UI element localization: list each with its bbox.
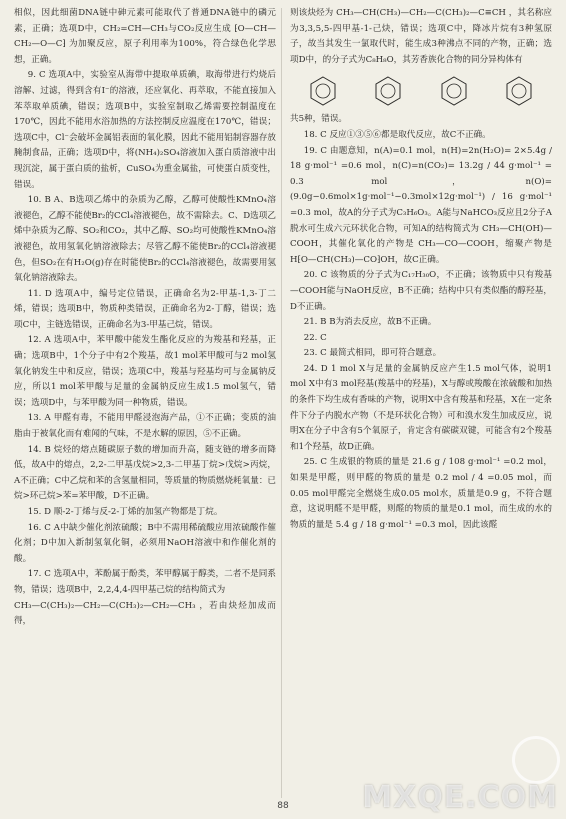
answer-20: 20. C 该物质的分子式为C₁₇H₃₀O，不正确；该物质中只有羧基—COOH能与NaOH反应，B不正确；结构中只有类似酯的醇羟基，D不正确。 <box>290 270 552 312</box>
answer-14: 14. B 烷烃的熔点随碳原子数的增加而升高，随支链的增多而降低，故A中的熔点，2,2-二甲基戊烷>2,3-二甲基丁烷>戊烷>丙烷，A不正确；C中乙烷和苯的含氢量相同，等质量的物质燃烧耗氧量：已烷>环己烷>苯=苯甲酸，D不正确。 <box>14 444 277 502</box>
answer-16: 16. C A中缺少催化剂浓硫酸；B中不需用稀硫酸应用浓硫酸作催化剂；D中加入新制氢氧化铜，必须用NaOH溶液中和作催化剂的酸。 <box>14 522 276 564</box>
page-number: 88 <box>277 801 289 811</box>
answer-23: 23. C 最简式相同，即可符合题意。 <box>303 348 442 359</box>
isomer-structures <box>290 71 552 109</box>
right-column <box>290 6 552 533</box>
answer-8-tail: 相似，因此细菌DNA链中砷元素可能取代了普通DNA链中的磷元素，正确；选项D中，CH₂=CH—CH₃与CO₂反应生成 ⁅O—CH—CH₂—O—C⁆ 为加聚反应，原子利用率为100%，符合绿色化学思想，正确。 <box>14 8 276 65</box>
left-column <box>14 6 276 630</box>
answer-21: 21. B B为消去反应，故B不正确。 <box>303 317 437 328</box>
answer-12: 12. A 选项A中，苯甲酸中能发生酯化反应的为羧基和羟基，正确；选项B中，1个分子中有2个羧基，故1 mol苯甲酸可与2 mol氢氧化钠发生中和反应，错误；选项C中，羧基与羟基均可与金属钠反应，所以1 mol苯甲酸与足量的金属钠反应生成1.5 mol氢气，错误；选项D中，与苯甲酸为同一种物质，错误。 <box>14 335 276 408</box>
answer-13: 13. A 甲醛有毒，不能用甲醛浸泡海产品，①不正确；变质的油脂由于被氧化而有难闻的气味，不是水解的原因，⑤不正确。 <box>14 413 276 440</box>
answer-17-cont: 则该炔烃为 CH₃—CH(CH₃)—CH₂—C(CH₃)₂—C≡CH ，其名称应为3,3,5,5-四甲基-1-己炔，错误；选项C中，降冰片烷有3种氢原子，故当其发生一氯取代时，能生成3种沸点不同的产物，正确；选项D中，的分子式为C₈H₈O，其芳香族化合物的同分异构体有 <box>290 8 552 65</box>
answer-9: 9. C 选项A中，实验室从海带中提取单质碘，取海带进行灼烧后溶解、过滤，得到含有I⁻的溶液，还应氧化、再萃取，不能直接加入苯萃取单质碘，错误；选项B中，实验室制取乙烯需要控制温度在170℃，因此不能用水浴加热的方法控制反应温度在170℃，错误；选项C中，Cl⁻会破坏金属铝表面的氧化膜，因此不能用铝制容器存放腌制食品，正确；选项D中，将(NH₄)₂SO₄溶液加入蛋白质溶液中出现沉淀，属于蛋白质的盐析，CuSO₄为重金属盐，可使蛋白质变性，错误。 <box>14 70 276 190</box>
isomer-count: 共5种，错误。 <box>290 114 348 125</box>
answer-19: 19. C 由题意知，n(A)=0.1 mol，n(H)=2n(H₂O)= 2×5.4g / 18 g·mol⁻¹ =0.6 mol，n(C)=n(CO₂)= 13.2g / 44 g·mol⁻¹ = 0.3 mol，n(O)= (9.0g−0.6mol×1g·mol⁻¹−0.3mol×12g·mol⁻¹) / 16 g·mol⁻¹ =0.3 mol，故A的分子式为C₃H₆O₃。A能与NaHCO₃反应且2分子A脱水可生成六元环状化合物，可知A的结构简式为 CH₃—CH(OH)—COOH，其催化氧化的产物是 CH₃—CO—COOH，缩聚产物是 H⁅O—CH(CH₃)—CO⁆OH，故C正确。 <box>290 145 552 265</box>
answer-11: 11. D 选项A中，编号定位错误，正确命名为2-甲基-1,3-丁二烯，错误；选项B中，物质种类错误，正确命名为2-丁醇，错误；选项C中，主链选错误，正确命名为3-甲基己烷，错误。 <box>14 288 276 330</box>
benzene-ring-icon <box>501 73 537 107</box>
watermark-seal-icon <box>512 736 560 784</box>
structural-formula-line: CH₃—C(CH₃)₂—CH₂—C(CH₃)₂—CH₂—CH₃ ，若由炔烃加成而得， <box>14 600 276 627</box>
column-divider <box>281 8 282 798</box>
answer-25: 25. C 生成银的物质的量是 21.6 g / 108 g·mol⁻¹ =0.2 mol，如果是甲醛，则甲醛的物质的量是 0.2 mol / 4 =0.05 mol，而0.05 mol甲醛完全燃烧生成0.05 mol水，质量是0.9 g，不符合题意，这说明醛不是甲醛，则醛的物质的量是0.1 mol，而生成的水的物质的量是 5.4 g / 18 g·mol⁻¹ =0.3 mol，因此该醛 <box>290 457 552 530</box>
watermark-logo: MXQE.COM <box>362 780 558 815</box>
benzene-ring-icon <box>370 73 406 107</box>
benzene-ring-icon <box>436 73 472 107</box>
answer-24: 24. D 1 mol X与足量的金属钠反应产生1.5 mol气体，说明1 mol X中有3 mol羟基(羧基中的羟基)，X与醇或羧酸在浓硫酸和加热的条件下均生成有香味的产物，说明X中含有羧基和羟基，X在一定条件下分子内脱水产物（不是环状化合物）可和溴水发生加成反应，说明X在分子中含有5个氧原子，肯定含有碳碳双键，可能含有2个羧基和1个羟基，故D正确。 <box>290 363 552 452</box>
answer-18: 18. C 反应①③⑤⑥都是取代反应，故C不正确。 <box>303 129 491 140</box>
answer-22: 22. C <box>303 332 327 343</box>
answer-17: 17. C 选项A中，苯酚属于酚类，苯甲醇属于醇类，二者不是同系物，错误；选项B中，2,2,4,4-四甲基己烷的结构简式为 <box>14 569 276 595</box>
benzene-ring-icon <box>305 73 341 107</box>
answer-15: 15. D 顺-2-丁烯与反-2-丁烯的加氢产物都是丁烷。 <box>27 507 223 517</box>
answer-10: 10. B A、B选项乙烯中的杂质为乙醇，乙醇可使酸性KMnO₄溶液褪色，乙醇不能使Br₂的CCl₄溶液褪色，故不需除去。C、D选项乙烯中杂质为乙醇、SO₂和CO₂，其中乙醇、SO₂均可使酸性KMnO₄溶液褪色，故用氢氧化钠溶液除去；尽管乙醇不能使Br₂的CCl₄溶液褪色，但SO₂在有H₂O(g)存在时能使Br₂的CCl₄溶液褪色，故需要用氢氧化钠溶液除去。 <box>14 195 276 284</box>
